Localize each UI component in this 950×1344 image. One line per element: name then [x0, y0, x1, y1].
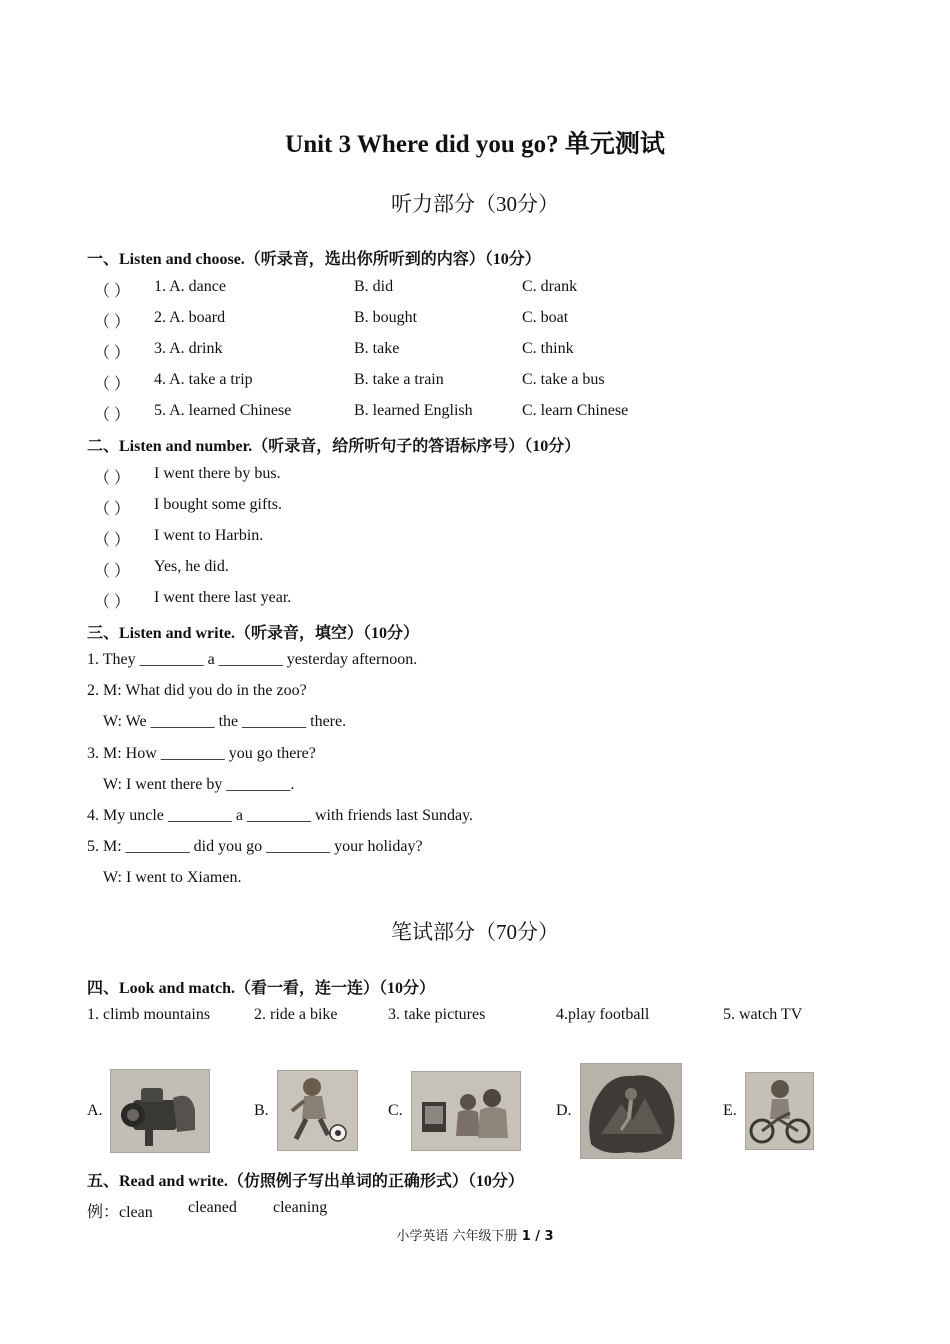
fill-blank-line: W: We ________ the ________ there.	[103, 713, 347, 730]
option-c: C. learn Chinese	[522, 402, 629, 419]
match-phrase: 4.play football	[556, 1006, 650, 1023]
option-b: B. learned English	[354, 402, 473, 419]
ride-bike-picture	[745, 1072, 814, 1150]
football-picture	[277, 1070, 358, 1151]
option-c: C. take a bus	[522, 371, 605, 388]
section5-heading: 五、Read and write.（仿照例子写出单词的正确形式）（10分）	[87, 1173, 524, 1190]
answer-sentence: I bought some gifts.	[154, 496, 282, 513]
answer-bracket: （ ）	[94, 532, 131, 549]
example-ing-form: cleaning	[273, 1199, 328, 1216]
answer-bracket: （ ）	[94, 470, 131, 487]
picture-letter: C.	[388, 1102, 403, 1119]
match-phrase: 1. climb mountains	[87, 1006, 211, 1023]
option-b: B. did	[354, 278, 394, 295]
page-title: Unit 3 Where did you go? 单元测试	[285, 131, 665, 158]
fill-blank-line: 2. M: What did you do in the zoo?	[87, 682, 307, 699]
option-a: 3. A. drink	[154, 340, 223, 357]
section2-heading: 二、Listen and number.（听录音，给所听句子的答语标序号）（10分）	[87, 438, 581, 455]
answer-sentence: I went there by bus.	[154, 465, 281, 482]
fill-blank-line: 1. They ________ a ________ yesterday afternoon.	[87, 651, 418, 668]
page-number: 1 / 3	[521, 1229, 554, 1244]
option-b: B. bought	[354, 309, 418, 326]
footer-text: 小学英语 六年级下册	[396, 1229, 518, 1244]
answer-bracket: （ ）	[94, 407, 131, 424]
picture-letter: B.	[254, 1102, 269, 1119]
match-phrase: 3. take pictures	[388, 1006, 486, 1023]
option-c: C. drank	[522, 278, 578, 295]
camera-picture	[110, 1069, 210, 1153]
picture-letter: E.	[723, 1102, 737, 1119]
answer-bracket: （ ）	[94, 563, 131, 580]
climb-mountains-picture	[580, 1063, 682, 1159]
watch-tv-picture	[411, 1071, 521, 1151]
option-a: 2. A. board	[154, 309, 226, 326]
answer-bracket: （ ）	[94, 345, 131, 362]
section4-heading: 四、Look and match.（看一看，连一连）（10分）	[87, 980, 436, 997]
answer-bracket: （ ）	[94, 501, 131, 518]
match-phrase: 5. watch TV	[723, 1006, 803, 1023]
option-a: 4. A. take a trip	[154, 371, 253, 388]
option-a: 1. A. dance	[154, 278, 226, 295]
option-c: C. boat	[522, 309, 569, 326]
picture-letter: A.	[87, 1102, 103, 1119]
fill-blank-line: 5. M: ________ did you go ________ your holiday?	[87, 838, 423, 855]
writing-part-header: 笔试部分（70分）	[391, 920, 559, 944]
option-b: B. take	[354, 340, 400, 357]
answer-sentence: I went to Harbin.	[154, 527, 264, 544]
example-word: 例：clean	[87, 1204, 153, 1221]
answer-bracket: （ ）	[94, 314, 131, 331]
answer-sentence: I went there last year.	[154, 589, 292, 606]
answer-bracket: （ ）	[94, 283, 131, 300]
listening-part-header: 听力部分（30分）	[391, 192, 559, 216]
match-phrase: 2. ride a bike	[254, 1006, 338, 1023]
answer-bracket: （ ）	[94, 594, 131, 611]
fill-blank-line: 3. M: How ________ you go there?	[87, 745, 316, 762]
fill-blank-line: 4. My uncle ________ a ________ with friends last Sunday.	[87, 807, 474, 824]
option-b: B. take a train	[354, 371, 444, 388]
fill-blank-line: W: I went to Xiamen.	[103, 869, 242, 886]
example-past-form: cleaned	[188, 1199, 237, 1216]
option-a: 5. A. learned Chinese	[154, 402, 292, 419]
answer-bracket: （ ）	[94, 376, 131, 393]
option-c: C. think	[522, 340, 574, 357]
section1-heading: 一、Listen and choose.（听录音，选出你所听到的内容）（10分）	[87, 251, 541, 268]
picture-letter: D.	[556, 1102, 572, 1119]
section3-heading: 三、Listen and write.（听录音，填空）（10分）	[87, 625, 420, 642]
fill-blank-line: W: I went there by ________.	[103, 776, 295, 793]
page-footer	[0, 1225, 950, 1244]
answer-sentence: Yes, he did.	[154, 558, 229, 575]
